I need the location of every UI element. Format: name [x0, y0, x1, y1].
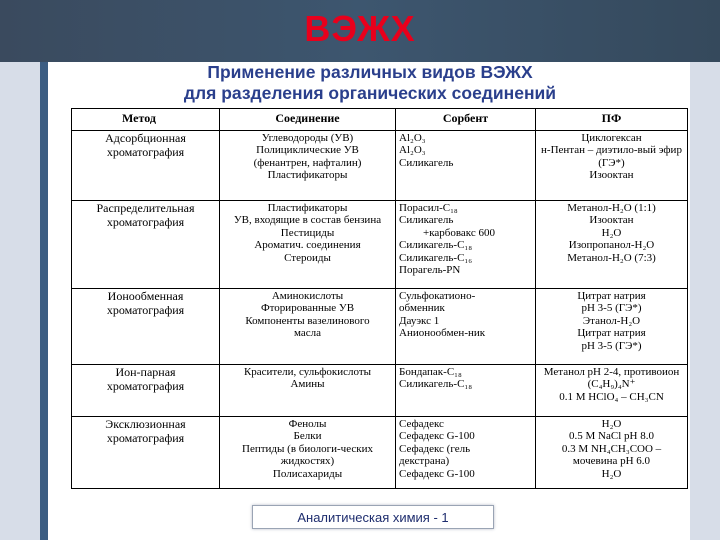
- cell-line: Амины: [290, 378, 325, 391]
- cell-line: Порагель-PN: [399, 264, 461, 277]
- cell-line: Белки: [293, 430, 322, 443]
- method-cell: [72, 417, 220, 489]
- cell-line: Компоненты вазелинового: [245, 314, 370, 327]
- sorbent-cell: [396, 131, 536, 201]
- cell-line: Цитрат натрия: [577, 327, 646, 340]
- cell-line: Сефадекс G-100: [399, 430, 475, 443]
- cell-line: Полисахариды: [272, 467, 343, 480]
- mobile-phase-cell: [536, 201, 688, 289]
- cell-line: Метанол-H₂O (7:3): [567, 251, 656, 264]
- header-sorbent: Сорбент: [396, 109, 536, 131]
- cell-line: Ионообменная: [107, 289, 184, 303]
- cell-line: Силикагель-C₁₈: [399, 239, 473, 252]
- mobile-phase-cell: [536, 289, 688, 365]
- left-decor-stripe: [40, 62, 48, 540]
- footer-text: Аналитическая химия - 1: [297, 510, 449, 525]
- compound-cell: [220, 131, 396, 201]
- cell-line: хроматография: [106, 144, 185, 159]
- cell-line: хроматография: [106, 302, 185, 317]
- cell-line: +карбовакс 600: [423, 226, 495, 239]
- cell-line: 0.5 M NaCl pH 8.0: [569, 430, 654, 443]
- cell-line: Эксклюзионная: [105, 417, 186, 431]
- cell-line: Углеводороды (УВ): [261, 132, 354, 144]
- footer-box: [252, 505, 494, 529]
- sorbent-cell: [396, 365, 536, 417]
- cell-line: Силикагель-C₁₆: [399, 251, 473, 264]
- cell-line: Распределительная: [96, 201, 195, 215]
- cell-line: Адсорбционная: [105, 131, 186, 145]
- cell-line: Ароматич. соединения: [254, 239, 361, 252]
- cell-line: Аминокислоты: [271, 290, 344, 302]
- hplc-applications-table: [71, 108, 688, 489]
- cell-line: н-Пентан – диэтило-вый эфир: [541, 144, 682, 157]
- cell-line: (фенантрен, нафталин): [253, 156, 362, 169]
- sorbent-cell: [396, 201, 536, 289]
- table-header-row: [72, 109, 688, 131]
- cell-line: Al₂O₃: [399, 144, 426, 157]
- cell-line: Бондапак-C₁₈: [399, 366, 462, 378]
- cell-line: обменник: [399, 302, 445, 315]
- cell-line: Изооктан: [589, 169, 634, 182]
- sorbent-cell: [396, 417, 536, 489]
- method-cell: [72, 289, 220, 365]
- header-compound: Соединение: [220, 109, 396, 131]
- cell-line: Сефадекс (гель: [399, 442, 471, 455]
- slide-subtitle: [60, 62, 680, 104]
- table-row: [72, 289, 688, 365]
- cell-line: хроматография: [106, 378, 185, 393]
- cell-line: Анионообмен-ник: [399, 327, 486, 340]
- cell-line: Пептиды (в биологи-ческих: [242, 442, 373, 455]
- cell-line: декстрана): [399, 455, 450, 468]
- cell-line: Этанол-H₂O: [582, 314, 641, 327]
- compound-cell: [220, 365, 396, 417]
- cell-line: Полициклические УВ: [256, 144, 359, 157]
- cell-line: Фенолы: [288, 418, 327, 430]
- table-row: [72, 201, 688, 289]
- method-cell: [72, 365, 220, 417]
- cell-line: Изопропанол-H₂O: [568, 239, 655, 252]
- cell-line: Сульфокатионо-: [399, 290, 476, 302]
- subtitle-line-2: для разделения органических соединений: [183, 83, 557, 103]
- cell-line: Фторированные УВ: [260, 302, 355, 315]
- cell-line: Al₂O₃: [399, 132, 426, 144]
- cell-line: Силикагель: [399, 156, 454, 169]
- cell-line: H₂O: [601, 418, 622, 430]
- compound-cell: [220, 201, 396, 289]
- header-method: Метод: [72, 109, 220, 131]
- slide-title: ВЭЖХ: [304, 8, 416, 49]
- mobile-phase-cell: [536, 417, 688, 489]
- mobile-phase-cell: [536, 131, 688, 201]
- cell-line: 0.3 M NH₄CH₃COO –: [561, 442, 662, 455]
- cell-line: Пластификаторы: [267, 202, 348, 214]
- cell-line: Цитрат натрия: [577, 290, 646, 302]
- cell-line: Стероиды: [284, 251, 331, 264]
- cell-line: Дауэкс 1: [399, 314, 440, 327]
- cell-line: Циклогексан: [581, 132, 642, 144]
- cell-line: мочевина pH 6.0: [572, 455, 651, 468]
- cell-line: масла: [293, 327, 322, 340]
- cell-line: (C₄H₉)₄N⁺: [587, 378, 636, 391]
- header-mobile-phase: ПФ: [536, 109, 688, 131]
- cell-line: Красители, сульфокислоты: [243, 366, 372, 378]
- sorbent-cell: [396, 289, 536, 365]
- cell-line: Изооктан: [589, 214, 634, 227]
- compound-cell: [220, 289, 396, 365]
- table-row: [72, 417, 688, 489]
- cell-line: Ион-парная: [115, 365, 176, 379]
- cell-line: pH 3-5 (ГЭ*): [581, 339, 642, 352]
- cell-line: жидкостях): [280, 455, 335, 468]
- cell-line: pH 3-5 (ГЭ*): [581, 302, 642, 315]
- cell-line: Сефадекс G-100: [399, 467, 475, 480]
- cell-line: Сефадекс: [399, 418, 444, 430]
- cell-line: Силикагель-C₁₈: [399, 378, 473, 391]
- cell-line: 0.1 M HClO₄ – CH₃CN: [559, 390, 664, 403]
- compound-cell: [220, 417, 396, 489]
- table-row: [72, 365, 688, 417]
- cell-line: Пластификаторы: [267, 169, 348, 182]
- table-row: [72, 131, 688, 201]
- cell-line: УВ, входящие в состав бензина: [233, 214, 382, 227]
- mobile-phase-cell: [536, 365, 688, 417]
- cell-line: Силикагель: [399, 214, 454, 227]
- cell-line: хроматография: [106, 214, 185, 229]
- method-cell: [72, 131, 220, 201]
- left-decor-band: [0, 62, 40, 540]
- method-cell: [72, 201, 220, 289]
- cell-line: хроматография: [106, 430, 185, 445]
- cell-line: Метанол pH 2-4, противоион: [543, 366, 680, 378]
- cell-line: H₂O: [601, 467, 622, 480]
- cell-line: Порасил-C₁₈: [399, 202, 458, 214]
- right-decor-band: [690, 62, 720, 540]
- cell-line: H₂O: [601, 226, 622, 239]
- cell-line: Пестициды: [280, 226, 335, 239]
- cell-line: (ГЭ*): [598, 156, 625, 169]
- subtitle-line-1: Применение различных видов ВЭЖХ: [207, 62, 533, 82]
- cell-line: Метанол-H₂O (1:1): [567, 202, 656, 214]
